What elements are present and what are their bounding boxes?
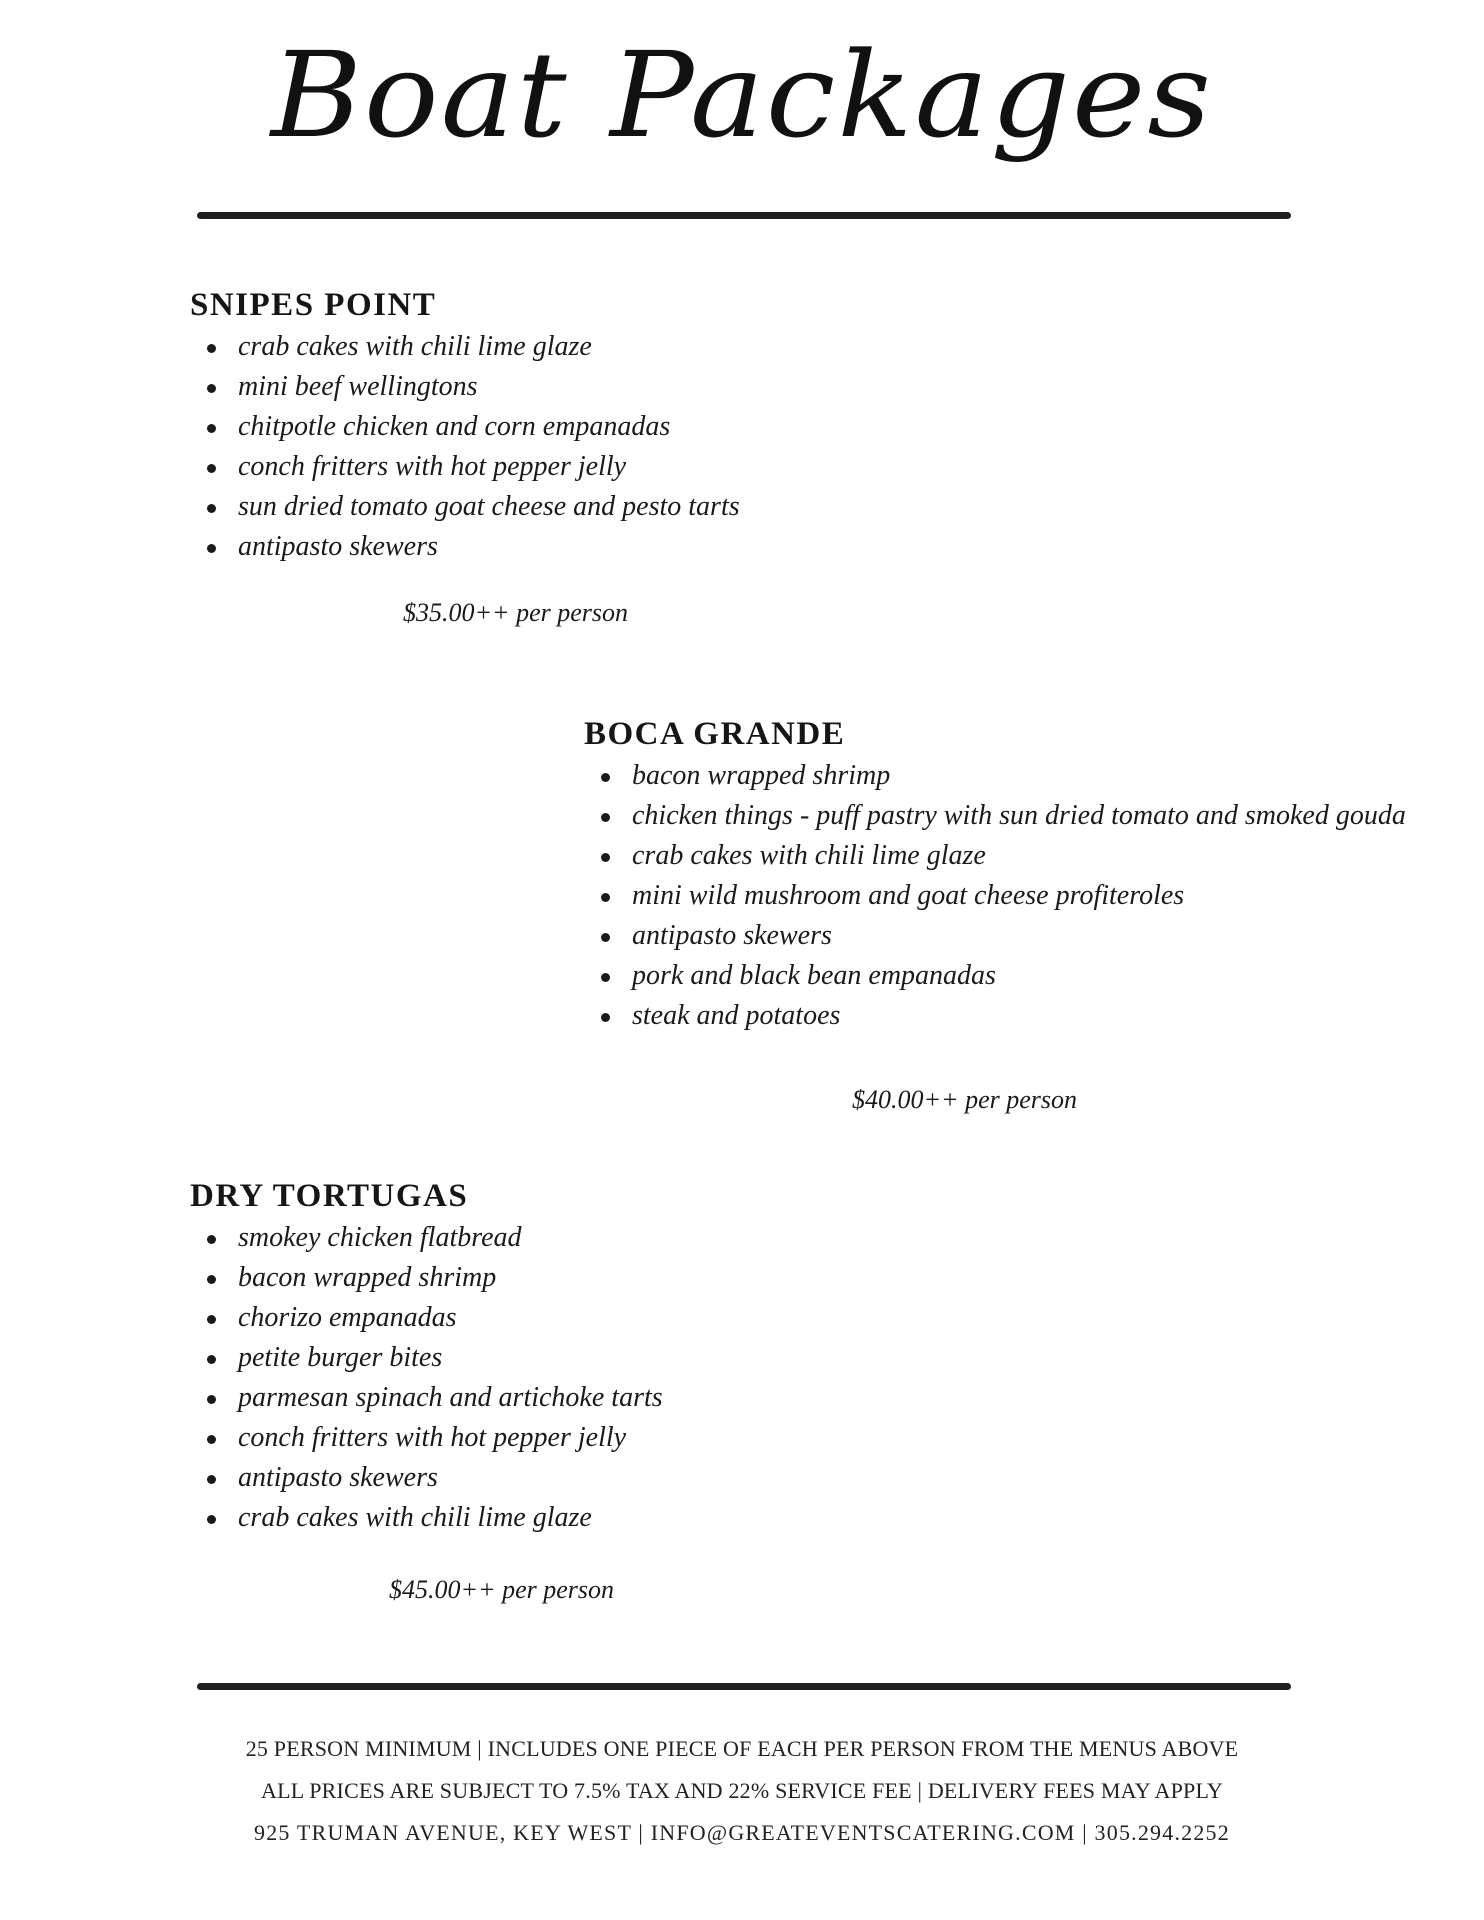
footer-tax-note: ALL PRICES ARE SUBJECT TO 7.5% TAX AND 22% SERVICE FEE | DELIVERY FEES MAY APPLY (260, 1778, 1223, 1803)
bottom-divider (197, 1683, 1291, 1690)
menu-item: antipasto skewers (190, 527, 740, 567)
menu-item-list (190, 1218, 663, 1538)
footer-minimum-note: 25 PERSON MINIMUM | INCLUDES ONE PIECE OF EACH PER PERSON FROM THE MENUS ABOVE (245, 1736, 1239, 1761)
menu-item: crab cakes with chili lime glaze (190, 1498, 663, 1538)
package-boca-grande (584, 712, 1406, 1036)
menu-item: conch fritters with hot pepper jelly (190, 1418, 663, 1458)
menu-item: bacon wrapped shrimp (584, 756, 1406, 796)
package-heading: DRY TORTUGAS (190, 1178, 469, 1214)
menu-item: pork and black bean empanadas (584, 956, 1406, 996)
package-heading: BOCA GRANDE (584, 716, 846, 752)
menu-item: smokey chicken flatbread (190, 1218, 663, 1258)
menu-item: sun dried tomato goat cheese and pesto tarts (190, 487, 740, 527)
menu-item-list (190, 327, 740, 567)
package-dry-tortugas (190, 1174, 663, 1538)
menu-item: mini wild mushroom and goat cheese profiteroles (584, 876, 1406, 916)
menu-item-list (584, 756, 1406, 1036)
package-price: $40.00++ per person (852, 1085, 1078, 1114)
menu-item: petite burger bites (190, 1338, 663, 1378)
menu-item: chorizo empanadas (190, 1298, 663, 1338)
package-snipes-point (190, 283, 740, 567)
page-title: Boat Packages (270, 26, 1214, 164)
menu-item: crab cakes with chili lime glaze (190, 327, 740, 367)
package-price: $35.00++ per person (403, 598, 629, 627)
menu-item: antipasto skewers (584, 916, 1406, 956)
package-heading: SNIPES POINT (190, 287, 437, 323)
menu-item: antipasto skewers (190, 1458, 663, 1498)
menu-item: parmesan spinach and artichoke tarts (190, 1378, 663, 1418)
package-price: $45.00++ per person (389, 1575, 615, 1604)
top-divider (197, 212, 1291, 219)
footer-contact: 925 TRUMAN AVENUE, KEY WEST | INFO@GREATEVENTSCATERING.COM | 305.294.2252 (254, 1820, 1230, 1845)
menu-item: crab cakes with chili lime glaze (584, 836, 1406, 876)
menu-item: chitpotle chicken and corn empanadas (190, 407, 740, 447)
menu-item: bacon wrapped shrimp (190, 1258, 663, 1298)
menu-item: conch fritters with hot pepper jelly (190, 447, 740, 487)
menu-item: mini beef wellingtons (190, 367, 740, 407)
menu-item: chicken things - puff pastry with sun dried tomato and smoked gouda (584, 796, 1406, 836)
menu-item: steak and potatoes (584, 996, 1406, 1036)
